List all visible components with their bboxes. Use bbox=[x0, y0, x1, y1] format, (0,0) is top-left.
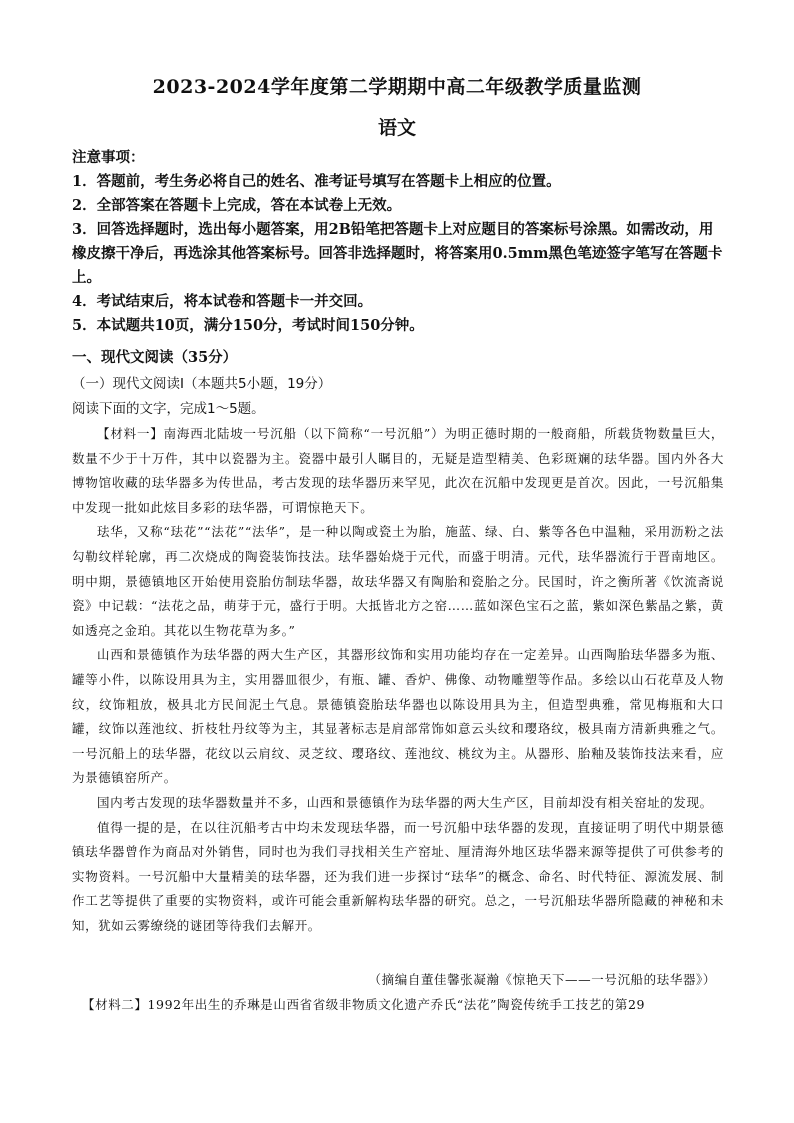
exam-title: 2023-2024学年度第二学期期中高二年级教学质量监测 bbox=[152, 76, 642, 98]
notice-block bbox=[72, 146, 727, 338]
article-paragraph: 【材料一】南海西北陆坡一号沉船（以下简称“一号沉船”）为明正德时期的一般商船，所载货物数量巨大，数量不少于十万件，其中以瓷器为主。瓷器中最引人瞩目的，无疑是造型精美、色彩斑斓的珐华器。国内外各大博物馆收藏的珐华器多为传世品，考古发现的珐华器历来罕见，此次在沉船中发现更是首次。因此，一号沉船集中发现一批如此炫目多彩的珐华器，可谓惊艳天下。 bbox=[72, 426, 724, 515]
article-paragraph: 值得一提的是，在以往沉船考古中均未发现珐华器，而一号沉船中珐华器的发现，直接证明了明代中期景德镇珐华器曾作为商品对外销售，同时也为我们寻找相关生产窑址、厘清海外地区珐华器来源等提供了可供参考的实物资料。一号沉船中大量精美的珐华器，还为我们进一步探讨“珐华”的概念、命名、时代特征、源流发展、制作工艺等提供了重要的实物资料，或许可能会重新解构珐华器的研究。总之，一号沉船珐华器所隐藏的神秘和未知，犹如云雾缭绕的谜团等待我们去解开。 bbox=[72, 819, 724, 933]
article-paragraph: 国内考古发现的珐华器数量并不多，山西和景德镇作为珐华器的两大生产区，目前却没有相关窑址的发现。 bbox=[97, 794, 713, 810]
article-paragraph: 珐华，又称“珐花”“法花”“法华”，是一种以陶或瓷土为胎，施蓝、绿、白、紫等各色中温釉，采用沥粉之法勾勒纹样轮廓，再二次烧成的陶瓷装饰技法。珐华器始烧于元代，而盛于明清。元代，珐华器流行于晋南地区。明中期，景德镇地区开始使用瓷胎仿制珐华器，故珐华器又有陶胎和瓷胎之分。民国时，许之衡所著《饮流斋说瓷》中记载：“法花之品，萌芽于元，盛行于明。大抵皆北方之窑……蓝如深色宝石之蓝，紫如深色紫晶之紫，黄如透亮之金珀。其花以生物花草为多。” bbox=[72, 524, 724, 638]
notice-item: 5．本试题共10页，满分150分，考试时间150分钟。 bbox=[72, 317, 424, 334]
notice-item: 1．答题前，考生务必将自己的姓名、准考证号填写在答题卡上相应的位置。 bbox=[72, 173, 561, 190]
reading-instruction: 阅读下面的文字，完成1～5题。 bbox=[72, 401, 265, 417]
article-source: （摘编自董佳馨张凝瀚《惊艳天下——一号沉船的珐华器》） bbox=[368, 972, 716, 987]
notice-item: 4．考试结束后，将本试卷和答题卡一并交回。 bbox=[72, 293, 373, 310]
subject-title: 语文 bbox=[377, 117, 416, 139]
section-heading: 一、现代文阅读（35分） bbox=[72, 349, 238, 366]
article-body bbox=[72, 422, 724, 938]
notice-item: 2．全部答案在答题卡上完成，答在本试卷上无效。 bbox=[72, 197, 402, 214]
section-subheading: （一）现代文阅读Ⅰ（本题共5小题，19分） bbox=[72, 376, 332, 392]
notice-item: 3．回答选择题时，选出每小题答案，用2B铅笔把答题卡上对应题目的答案标号涂黑。如需改动，用橡皮擦干净后，再选涂其他答案标号。回答非选择题时，将答案用0.5mm黑色笔迹签字笔写在答题卡上。 bbox=[72, 221, 723, 286]
next-material: 【材料二】1992年出生的乔琳是山西省省级非物质文化遗产乔氏“法花”陶瓷传统手工技艺的第29 bbox=[82, 997, 646, 1012]
article-paragraph: 山西和景德镇作为珐华器的两大生产区，其器形纹饰和实用功能均存在一定差异。山西陶胎珐华器多为瓶、罐等小件，以陈设用具为主，实用器皿很少，有瓶、罐、香炉、佛像、动物雕塑等作品。多绘以山石花草及人物纹，纹饰粗放，极具北方民间泥土气息。景德镇瓷胎珐华器也以陈设用具为主，但造型典雅，常见梅瓶和大口罐，纹饰以莲池纹、折枝牡丹纹等为主，其显著标志是肩部常饰如意云头纹和璎珞纹，极具南方清新典雅之气。一号沉船上的珐华器，花纹以云肩纹、灵芝纹、璎珞纹、莲池纹、桃纹为主。从器形、胎釉及装饰技法来看，应为景德镇窑所产。 bbox=[72, 647, 724, 786]
notice-heading: 注意事项： bbox=[72, 149, 145, 166]
